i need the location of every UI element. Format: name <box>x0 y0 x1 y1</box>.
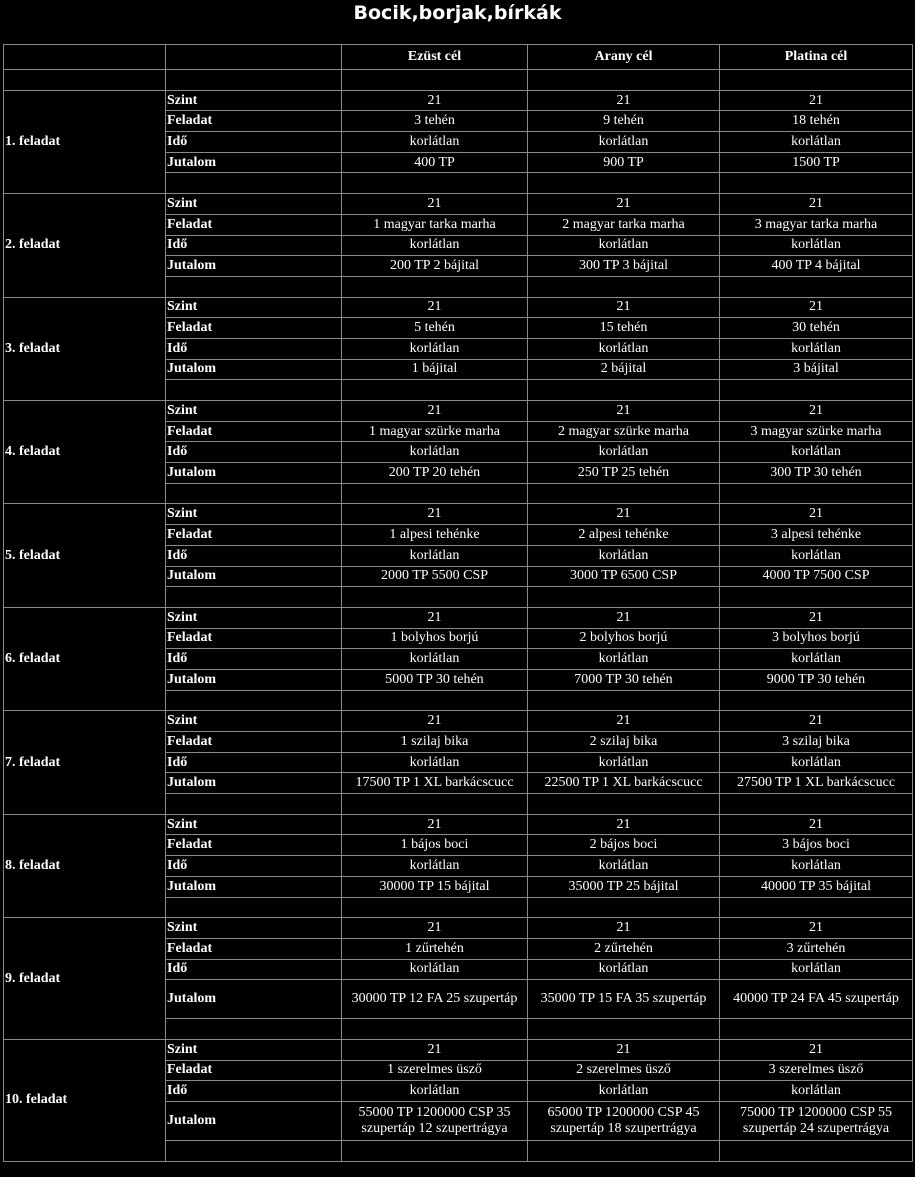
cell-value: 250 TP 25 tehén <box>528 463 720 484</box>
table-row <box>4 1039 913 1060</box>
cell-value: 30 tehén <box>720 318 913 339</box>
cell-value: 3 bolyhos borjú <box>720 628 913 649</box>
cell-value: 3000 TP 6500 CSP <box>528 566 720 587</box>
cell-value: 900 TP <box>528 152 720 173</box>
cell-value: korlátlan <box>720 649 913 670</box>
cell-value: 21 <box>528 1039 720 1060</box>
cell-value: 1 zűrtehén <box>342 938 528 959</box>
cell-value: 21 <box>528 504 720 525</box>
row-label: Jutalom <box>166 773 342 794</box>
cell-value: korlátlan <box>528 442 720 463</box>
cell-value: korlátlan <box>720 338 913 359</box>
cell-value: korlátlan <box>528 132 720 153</box>
quest-table <box>3 44 913 1162</box>
cell-value: korlátlan <box>342 545 528 566</box>
header-silver: Ezüst cél <box>342 45 528 70</box>
row-label: Jutalom <box>166 669 342 690</box>
cell-value: 21 <box>342 401 528 422</box>
cell-value: 55000 TP 1200000 CSP 35 szupertáp 12 szupertrágya <box>342 1102 528 1141</box>
row-label: Jutalom <box>166 566 342 587</box>
cell-value: 21 <box>720 1039 913 1060</box>
row-label: Feladat <box>166 628 342 649</box>
row-label: Idő <box>166 235 342 256</box>
cell-value: korlátlan <box>720 545 913 566</box>
row-label: Feladat <box>166 938 342 959</box>
cell-value: 21 <box>720 607 913 628</box>
task-name: 3. feladat <box>4 297 166 400</box>
row-label: Jutalom <box>166 359 342 380</box>
cell-value: korlátlan <box>528 856 720 877</box>
page-title: Bocik,borjak,bírkák <box>353 2 562 24</box>
cell-value: korlátlan <box>342 235 528 256</box>
row-label: Szint <box>166 711 342 732</box>
cell-value: 3 zűrtehén <box>720 938 913 959</box>
cell-value: 21 <box>342 504 528 525</box>
cell-value: korlátlan <box>528 752 720 773</box>
cell-value: 21 <box>528 194 720 215</box>
row-label: Feladat <box>166 214 342 235</box>
row-label: Szint <box>166 504 342 525</box>
cell-value: 21 <box>342 194 528 215</box>
cell-value: korlátlan <box>528 338 720 359</box>
row-label: Szint <box>166 814 342 835</box>
cell-value: 2 zűrtehén <box>528 938 720 959</box>
row-label: Feladat <box>166 421 342 442</box>
cell-value: 3 alpesi tehénke <box>720 525 913 546</box>
task-name: 5. feladat <box>4 504 166 607</box>
row-label: Idő <box>166 1081 342 1102</box>
cell-value: 21 <box>528 711 720 732</box>
row-label: Feladat <box>166 111 342 132</box>
cell-value: korlátlan <box>720 959 913 980</box>
cell-value: 2 magyar tarka marha <box>528 214 720 235</box>
cell-value: 21 <box>720 90 913 111</box>
cell-value: korlátlan <box>720 442 913 463</box>
cell-value: 2 bolyhos borjú <box>528 628 720 649</box>
row-label: Szint <box>166 194 342 215</box>
cell-value: 21 <box>720 918 913 939</box>
cell-value: 21 <box>528 297 720 318</box>
cell-value: 21 <box>342 711 528 732</box>
cell-value: 30000 TP 15 bájital <box>342 876 528 897</box>
cell-value: 5000 TP 30 tehén <box>342 669 528 690</box>
table-row <box>4 814 913 835</box>
cell-value: 21 <box>720 194 913 215</box>
cell-value: korlátlan <box>342 338 528 359</box>
cell-value: 2 szerelmes üsző <box>528 1060 720 1081</box>
row-label: Idő <box>166 132 342 153</box>
cell-value: 27500 TP 1 XL barkácscucc <box>720 773 913 794</box>
table-row <box>4 918 913 939</box>
cell-value: 1 szilaj bika <box>342 732 528 753</box>
cell-value: korlátlan <box>342 1081 528 1102</box>
cell-value: korlátlan <box>342 752 528 773</box>
row-label: Feladat <box>166 1060 342 1081</box>
row-label: Idő <box>166 338 342 359</box>
cell-value: 1 bájos boci <box>342 835 528 856</box>
cell-value: 2 bájital <box>528 359 720 380</box>
table-row <box>4 504 913 525</box>
cell-value: 1 magyar tarka marha <box>342 214 528 235</box>
row-label: Szint <box>166 1039 342 1060</box>
cell-value: 21 <box>528 607 720 628</box>
cell-value: 7000 TP 30 tehén <box>528 669 720 690</box>
cell-value: 300 TP 3 bájital <box>528 256 720 277</box>
cell-value: 2 alpesi tehénke <box>528 525 720 546</box>
task-name: 4. feladat <box>4 401 166 504</box>
cell-value: 21 <box>342 1039 528 1060</box>
cell-value: 2 bájos boci <box>528 835 720 856</box>
cell-value: 21 <box>528 401 720 422</box>
row-label: Szint <box>166 607 342 628</box>
cell-value: 21 <box>342 297 528 318</box>
header-row <box>4 45 913 70</box>
cell-value: korlátlan <box>720 132 913 153</box>
cell-value: 15 tehén <box>528 318 720 339</box>
row-label: Idő <box>166 649 342 670</box>
cell-value: 1 alpesi tehénke <box>342 525 528 546</box>
cell-value: korlátlan <box>342 442 528 463</box>
row-label: Szint <box>166 90 342 111</box>
cell-value: 65000 TP 1200000 CSP 45 szupertáp 18 szupertrágya <box>528 1102 720 1141</box>
cell-value: korlátlan <box>528 649 720 670</box>
cell-value: 3 tehén <box>342 111 528 132</box>
cell-value: 2000 TP 5500 CSP <box>342 566 528 587</box>
row-label: Jutalom <box>166 1102 342 1141</box>
cell-value: 35000 TP 25 bájital <box>528 876 720 897</box>
cell-value: 18 tehén <box>720 111 913 132</box>
cell-value: 40000 TP 35 bájital <box>720 876 913 897</box>
cell-value: 75000 TP 1200000 CSP 55 szupertáp 24 szupertrágya <box>720 1102 913 1141</box>
cell-value: 21 <box>528 918 720 939</box>
table-row <box>4 90 913 111</box>
row-label: Szint <box>166 918 342 939</box>
cell-value: 21 <box>528 814 720 835</box>
cell-value: 400 TP <box>342 152 528 173</box>
cell-value: korlátlan <box>528 1081 720 1102</box>
cell-value: korlátlan <box>342 132 528 153</box>
cell-value: 40000 TP 24 FA 45 szupertáp <box>720 980 913 1019</box>
task-name: 2. feladat <box>4 194 166 297</box>
cell-value: korlátlan <box>528 545 720 566</box>
cell-value: korlátlan <box>720 235 913 256</box>
cell-value: korlátlan <box>720 752 913 773</box>
task-name: 9. feladat <box>4 918 166 1040</box>
cell-value: 1 magyar szürke marha <box>342 421 528 442</box>
row-label: Feladat <box>166 318 342 339</box>
row-label: Jutalom <box>166 876 342 897</box>
cell-value: 1 bájital <box>342 359 528 380</box>
task-name: 1. feladat <box>4 90 166 193</box>
cell-value: korlátlan <box>342 959 528 980</box>
cell-value: 21 <box>528 90 720 111</box>
cell-value: 200 TP 20 tehén <box>342 463 528 484</box>
cell-value: 1500 TP <box>720 152 913 173</box>
row-label: Szint <box>166 297 342 318</box>
row-label: Jutalom <box>166 980 342 1019</box>
cell-value: 9 tehén <box>528 111 720 132</box>
cell-value: 30000 TP 12 FA 25 szupertáp <box>342 980 528 1019</box>
cell-value: 21 <box>720 504 913 525</box>
cell-value: 21 <box>720 401 913 422</box>
cell-value: korlátlan <box>342 649 528 670</box>
cell-value: 21 <box>720 711 913 732</box>
row-label: Idő <box>166 959 342 980</box>
table-row <box>4 194 913 215</box>
row-label: Idő <box>166 752 342 773</box>
cell-value: 21 <box>342 90 528 111</box>
row-label: Jutalom <box>166 256 342 277</box>
row-label: Idő <box>166 856 342 877</box>
cell-value: 22500 TP 1 XL barkácscucc <box>528 773 720 794</box>
cell-value: 3 magyar szürke marha <box>720 421 913 442</box>
cell-value: 21 <box>720 814 913 835</box>
cell-value: korlátlan <box>720 856 913 877</box>
cell-value: 3 bájos boci <box>720 835 913 856</box>
table-row <box>4 711 913 732</box>
header-empty-2 <box>166 45 342 70</box>
table-row <box>4 607 913 628</box>
cell-value: 1 szerelmes üsző <box>342 1060 528 1081</box>
cell-value: 21 <box>342 814 528 835</box>
cell-value: korlátlan <box>528 959 720 980</box>
cell-value: 5 tehén <box>342 318 528 339</box>
row-label: Idő <box>166 545 342 566</box>
task-name: 7. feladat <box>4 711 166 814</box>
table-row <box>4 401 913 422</box>
header-gold: Arany cél <box>528 45 720 70</box>
cell-value: korlátlan <box>720 1081 913 1102</box>
cell-value: 2 szilaj bika <box>528 732 720 753</box>
table-row <box>4 297 913 318</box>
cell-value: 21 <box>342 918 528 939</box>
row-label: Feladat <box>166 835 342 856</box>
spacer-row <box>4 70 913 91</box>
cell-value: 3 magyar tarka marha <box>720 214 913 235</box>
cell-value: korlátlan <box>528 235 720 256</box>
row-label: Jutalom <box>166 152 342 173</box>
cell-value: korlátlan <box>342 856 528 877</box>
cell-value: 2 magyar szürke marha <box>528 421 720 442</box>
row-label: Szint <box>166 401 342 422</box>
cell-value: 17500 TP 1 XL barkácscucc <box>342 773 528 794</box>
task-name: 6. feladat <box>4 607 166 710</box>
cell-value: 3 szilaj bika <box>720 732 913 753</box>
cell-value: 4000 TP 7500 CSP <box>720 566 913 587</box>
cell-value: 35000 TP 15 FA 35 szupertáp <box>528 980 720 1019</box>
cell-value: 21 <box>342 607 528 628</box>
task-name: 8. feladat <box>4 814 166 917</box>
header-empty-1 <box>4 45 166 70</box>
cell-value: 200 TP 2 bájital <box>342 256 528 277</box>
task-name: 10. feladat <box>4 1039 166 1161</box>
cell-value: 400 TP 4 bájital <box>720 256 913 277</box>
cell-value: 1 bolyhos borjú <box>342 628 528 649</box>
row-label: Feladat <box>166 525 342 546</box>
row-label: Idő <box>166 442 342 463</box>
cell-value: 3 szerelmes üsző <box>720 1060 913 1081</box>
row-label: Feladat <box>166 732 342 753</box>
cell-value: 9000 TP 30 tehén <box>720 669 913 690</box>
cell-value: 300 TP 30 tehén <box>720 463 913 484</box>
header-platinum: Platina cél <box>720 45 913 70</box>
cell-value: 21 <box>720 297 913 318</box>
row-label: Jutalom <box>166 463 342 484</box>
cell-value: 3 bájital <box>720 359 913 380</box>
